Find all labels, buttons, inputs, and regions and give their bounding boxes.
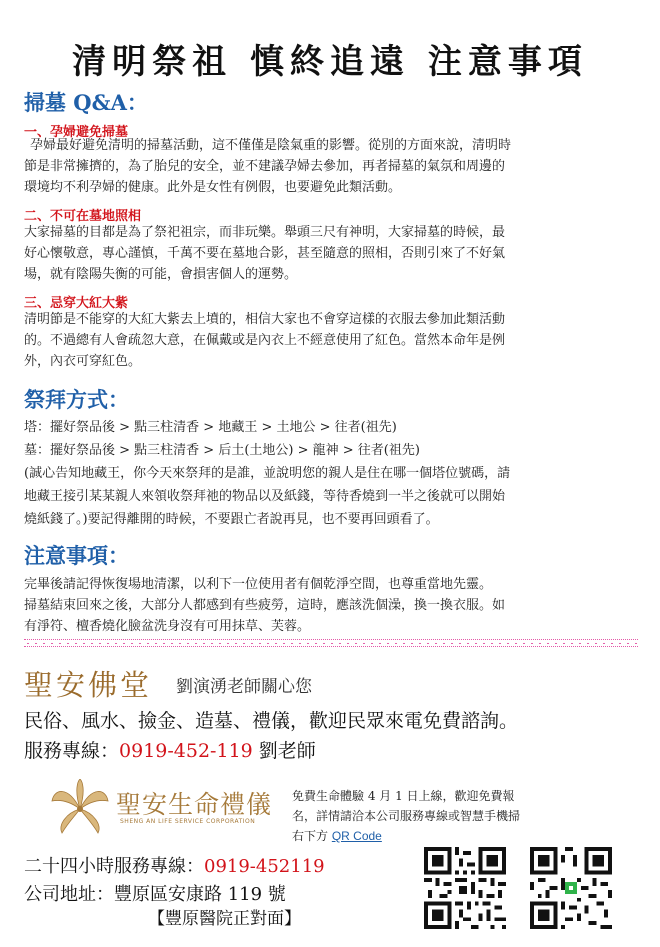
- qa-item-line: 環境均不利孕婦的健康。此外是女性有例假，也要避免此類活動。: [24, 180, 402, 195]
- worship-heading: 祭拜方式：: [24, 387, 129, 412]
- qa-item-line: 的。不過總有人會疏忽大意，在佩戴或是內衣上不經意使用了紅色。當然本命年是例: [24, 333, 506, 348]
- notes-line: 完畢後請記得恢復場地清潔，以利下一位使用者有個乾淨空間，也尊重當地先靈。: [24, 577, 493, 592]
- hotline24-line: [24, 852, 325, 878]
- qa-item-title: 三、忌穿大紅大紫: [24, 296, 129, 311]
- qa-heading: 掃墓 Q&A：: [24, 90, 148, 115]
- brand-care-text: 劉演湧老師關心您: [176, 677, 312, 697]
- decorative-divider: [24, 639, 638, 647]
- qr-code-left[interactable]: [424, 847, 506, 929]
- worship-line: (誠心告知地藏王，你今天來祭拜的是誰，並說明您的親人是住在哪一個塔位號碼，請: [24, 466, 511, 481]
- notes-heading: 注意事項：: [24, 543, 129, 568]
- qa-item-line: 好心懷敬意，專心謹慎，千萬不要在墓地合影，甚至隨意的照相，否則引來了不好氣: [24, 246, 506, 261]
- qa-item-line: 外，內衣可穿紅色。: [24, 354, 142, 369]
- notes-line: 有淨符、檀香燒化臉盆洗身沒有可用抹草、芙蓉。: [24, 619, 311, 634]
- hotline-label: 服務專線：: [24, 740, 120, 762]
- qa-item-line: 場，就有陰陽失衡的可能，會損害個人的運勢。: [24, 267, 298, 282]
- hotline-name: 劉老師: [252, 740, 316, 762]
- company-address: 公司地址：豐原區安康路 119 號: [24, 884, 286, 905]
- promo-line: 名，詳情請洽本公司服務專線或智慧手機掃: [292, 809, 521, 823]
- hotline24-label: 二十四小時服務專線：: [24, 856, 204, 877]
- worship-line: 塔：擺好祭品後 > 點三柱清香 > 地藏王 > 土地公 > 往者(祖先): [24, 420, 397, 435]
- promo-line-last: [292, 826, 612, 846]
- qa-item-title: 二、不可在墓地照相: [24, 209, 142, 224]
- worship-line: 燒紙錢了。)要記得離開的時候，不要跟亡者說再見，也不要再回頭看了。: [24, 512, 439, 527]
- company-logo-english: SHENG AN LIFE SERVICE CORPORATION: [120, 818, 256, 825]
- notes-line: 掃墓結束回來之後，大部分人都感到有些疲勞，這時，應該洗個澡，換一換衣服。如: [24, 598, 506, 613]
- page-title: 清明祭祖 慎終追遠 注意事項: [72, 42, 588, 82]
- qa-item-line: 節是非常擁擠的，為了胎兒的安全，並不建議孕婦去參加，再者掃墓的氣氛和周邊的: [24, 159, 506, 174]
- brand-name: 聖安佛堂: [24, 668, 153, 702]
- services-text: 民俗、風水、撿金、造墓、禮儀，歡迎民眾來電免費諮詢。: [24, 710, 519, 732]
- qr-code-link[interactable]: QR Code: [331, 829, 382, 843]
- qa-item-title: 一、孕婦避免掃墓: [24, 125, 129, 140]
- promo-text: [292, 786, 612, 846]
- promo-prefix: 右下方: [292, 829, 332, 843]
- hotline-line: [24, 736, 316, 763]
- hotline24-number[interactable]: 0919-452119: [204, 856, 325, 877]
- qa-item-line: 孕婦最好避免清明的掃墓活動，這不僅僅是陰氣重的影響。從別的方面來說，清明時: [30, 138, 512, 153]
- company-logo: [48, 779, 278, 837]
- lily-flower-icon: [48, 779, 112, 837]
- hospital-note: 【豐原醫院正對面】: [148, 909, 301, 929]
- worship-line: 墓：擺好祭品後 > 點三柱清香 > 后土(土地公) > 龍神 > 往者(祖先): [24, 443, 420, 458]
- promo-line: 免費生命體驗 4 月 1 日上線，歡迎免費報: [292, 789, 515, 803]
- worship-line: 地藏王接引某某親人來領收祭拜祂的物品以及紙錢，等待香燒到一半之後就可以開始: [24, 489, 506, 504]
- hotline-number[interactable]: 0919-452-119: [119, 740, 253, 762]
- company-logo-name: 聖安生命禮儀: [116, 790, 273, 819]
- qa-item-line: 清明節是不能穿的大紅大紫去上墳的，相信大家也不會穿這樣的衣服去參加此類活動: [24, 312, 506, 327]
- qr-code-right[interactable]: [530, 847, 612, 929]
- qa-item-line: 大家掃墓的目都是為了祭祀祖宗，而非玩樂。舉頭三尺有神明，大家掃墓的時候，最: [24, 225, 506, 240]
